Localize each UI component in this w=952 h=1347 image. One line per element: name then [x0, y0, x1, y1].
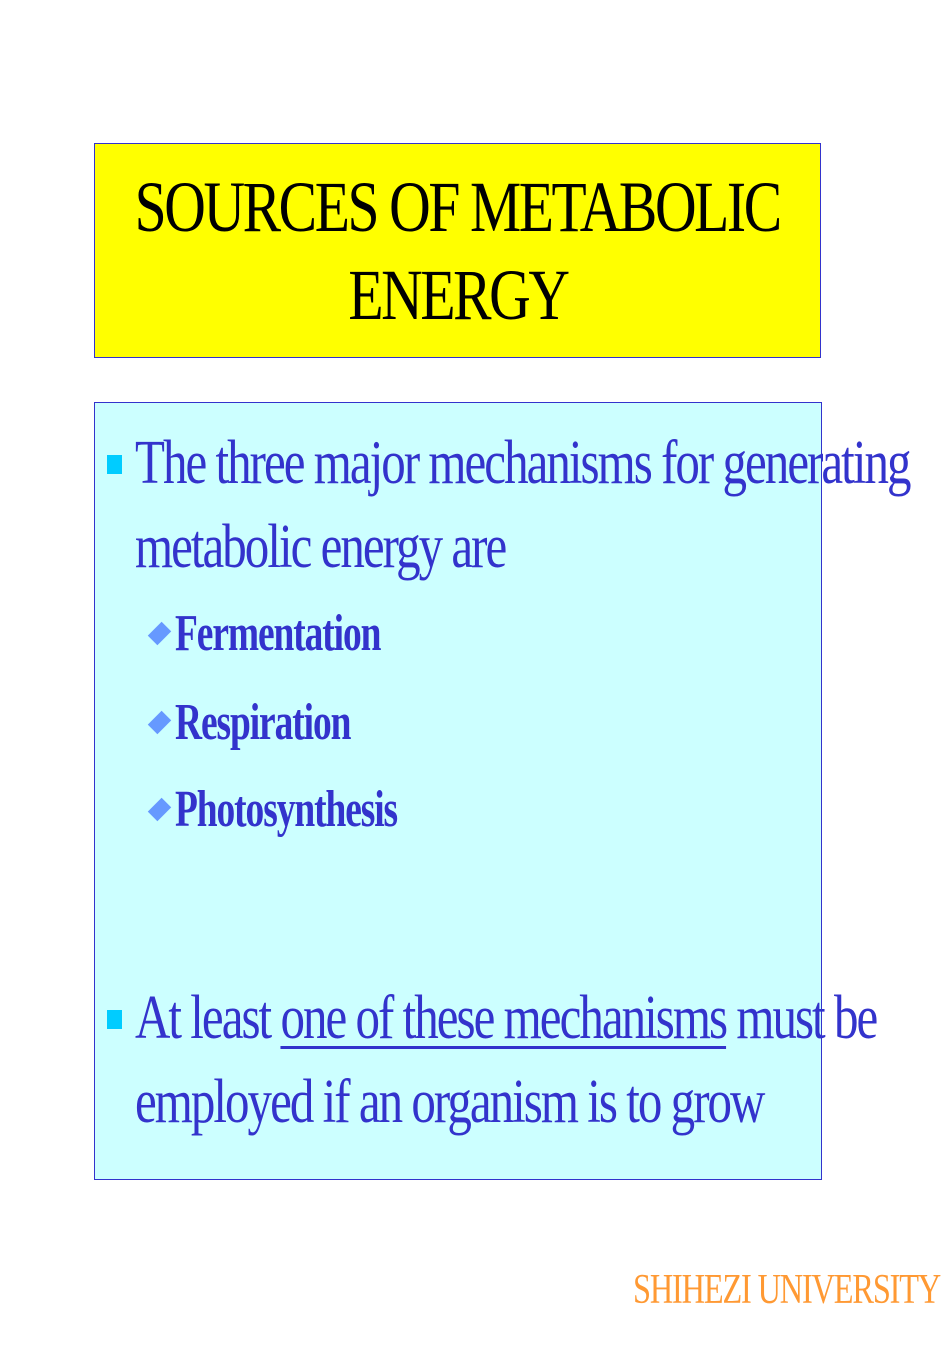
diamond-bullet-icon	[148, 711, 171, 734]
sub-item-label: Respiration	[175, 694, 351, 751]
title-box	[94, 143, 821, 358]
content-box	[94, 402, 910, 1180]
bullet-line: The three major mechanisms for generating	[135, 429, 910, 497]
diamond-bullet-icon	[148, 622, 171, 645]
bullet-suffix: must be	[726, 984, 877, 1052]
sub-item-label: Fermentation	[175, 605, 381, 662]
bullet-text	[135, 976, 877, 1144]
sub-item-respiration	[147, 694, 747, 754]
slide-title-line-2: ENERGY	[347, 254, 568, 335]
slide-title-line-1: SOURCES OF METABOLIC	[134, 166, 781, 247]
sub-item-photosynthesis	[147, 781, 747, 841]
bullet-text	[135, 421, 910, 589]
sub-item-fermentation	[147, 605, 747, 665]
bullet-line	[135, 976, 877, 1060]
underlined-phrase: one of these mechanisms	[280, 984, 727, 1052]
footer-institution: SHIHEZI UNIVERSITY	[633, 1267, 941, 1313]
bullet-prefix: At least	[135, 984, 281, 1052]
bullet-line: metabolic energy are	[135, 513, 506, 581]
diamond-bullet-icon	[148, 798, 171, 821]
square-bullet-icon	[107, 1010, 122, 1029]
bullet-line: employed if an organism is to grow	[135, 1068, 764, 1136]
sub-item-label: Photosynthesis	[175, 781, 398, 838]
square-bullet-icon	[107, 455, 122, 474]
